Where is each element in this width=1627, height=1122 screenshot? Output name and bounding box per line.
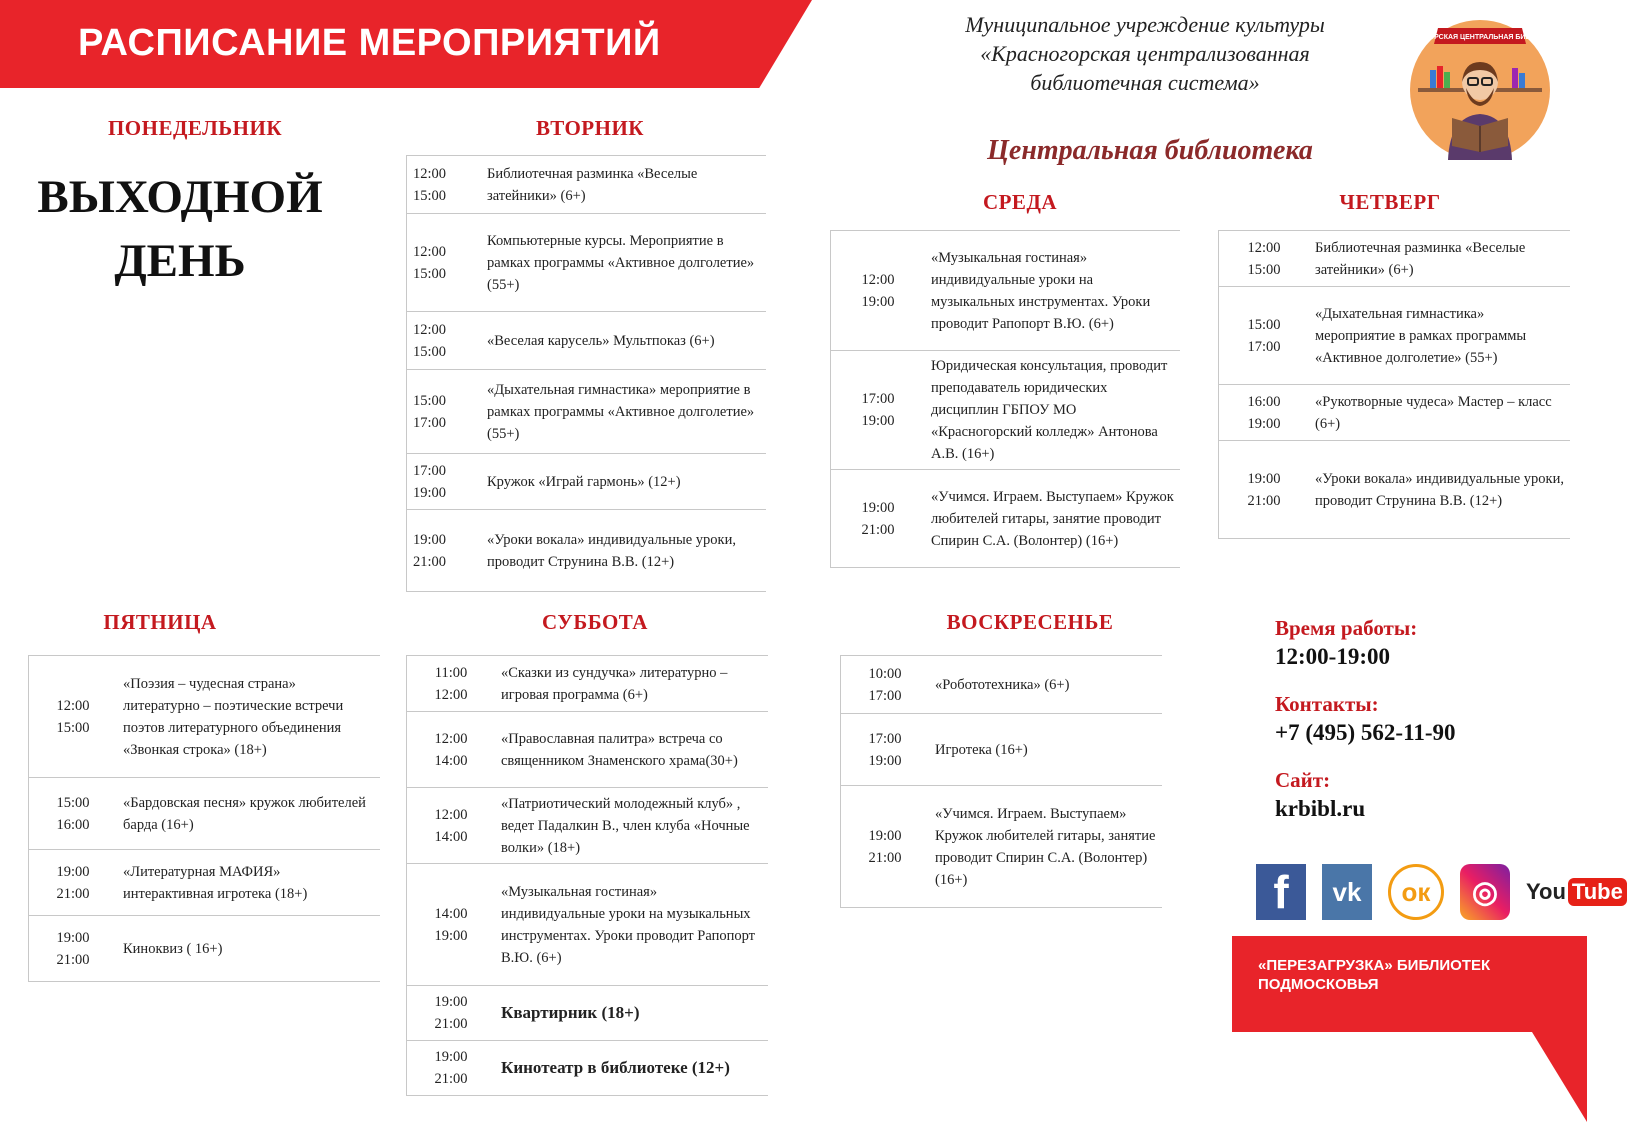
table-row [841, 714, 1163, 786]
time-cell: 19:00 21:00 [1219, 441, 1310, 539]
wednesday-schedule [830, 230, 1180, 568]
table-row [407, 1041, 769, 1096]
event-cell: «Сказки из сундучка» литературно – игровая программа (6+) [501, 664, 728, 703]
table-row [1219, 287, 1571, 385]
event-cell: «Патриотический молодежный клуб» , ведет Падалкин В., член клуба «Ночные волки» (18+) [501, 795, 750, 856]
time-cell: 12:00 15:00 [407, 214, 482, 312]
thursday-heading: ЧЕТВЕРГ [1339, 190, 1441, 214]
tuesday-schedule [406, 155, 766, 592]
time-cell: 15:00 16:00 [29, 778, 118, 850]
time-cell: 12:00 19:00 [831, 231, 926, 351]
hours-label: Время работы: [1275, 616, 1418, 640]
event-cell: «Поэзия – чудесная страна» литературно – поэтические встречи поэтов литературного объединения «Звонкая строка» (18+) [123, 675, 344, 758]
wednesday-heading: СРЕДА [982, 190, 1058, 214]
branch-name: Центральная библиотека [987, 135, 1313, 166]
odnoklassniki-icon[interactable]: ок [1388, 864, 1444, 920]
phone-value: +7 (495) 562-11-90 [1275, 720, 1456, 745]
event-cell: «Веселая карусель» Мультпоказ (6+) [487, 332, 715, 349]
table-row [831, 470, 1181, 568]
event-cell: «Музыкальная гостиная» индивидуальные уроки на музыкальных инструментах. Уроки проводит Рапопорт В.Ю. (6+) [931, 249, 1151, 332]
table-row [831, 351, 1181, 470]
table-row [29, 850, 381, 916]
table-row [831, 231, 1181, 351]
saturday-schedule [406, 655, 768, 1096]
time-cell: 12:00 15:00 [407, 312, 482, 370]
sunday-schedule [840, 655, 1162, 908]
time-cell: 19:00 21:00 [407, 1041, 496, 1096]
friday-heading: ПЯТНИЦА [103, 610, 217, 634]
event-cell: Компьютерные курсы. Мероприятие в рамках программы «Активное долголетие» (55+) [487, 232, 755, 293]
promo-ribbon [1532, 1032, 1587, 1122]
time-cell: 12:00 15:00 [29, 656, 118, 778]
table-row [407, 656, 769, 712]
event-cell: Киноквиз ( 16+) [123, 940, 223, 957]
event-cell: Игротека (16+) [935, 741, 1028, 758]
table-row [407, 864, 769, 986]
event-cell: «Православная палитра» встреча со священником Знаменского храма(30+) [501, 730, 738, 769]
time-cell: 12:00 14:00 [407, 788, 496, 864]
time-cell: 19:00 21:00 [29, 916, 118, 982]
event-cell: «Рукотворные чудеса» Мастер – класс (6+) [1315, 393, 1552, 432]
event-cell: «Уроки вокала» индивидуальные уроки, проводит Струнина В.В. (12+) [1315, 470, 1564, 509]
table-row [407, 986, 769, 1041]
time-cell: 19:00 21:00 [29, 850, 118, 916]
time-cell: 17:00 19:00 [841, 714, 930, 786]
table-row [407, 214, 767, 312]
time-cell: 12:00 14:00 [407, 712, 496, 788]
table-row [407, 788, 769, 864]
time-cell: 11:00 12:00 [407, 656, 496, 712]
table-row [407, 712, 769, 788]
day-off-line: ВЫХОДНОЙ [37, 171, 323, 223]
site-link[interactable]: krbibl.ru [1275, 796, 1366, 821]
monday-heading: ПОНЕДЕЛЬНИК [107, 116, 283, 140]
facebook-icon[interactable]: f [1256, 864, 1306, 920]
table-row [29, 656, 381, 778]
event-cell: «Дыхательная гимнастика» мероприятие в рамках программы «Активное долголетие» (55+) [1315, 305, 1527, 366]
table-row [841, 786, 1163, 908]
table-row [407, 370, 767, 454]
table-row [1219, 385, 1571, 441]
table-row [1219, 441, 1571, 539]
time-cell: 19:00 21:00 [407, 986, 496, 1041]
time-cell: 14:00 19:00 [407, 864, 496, 986]
event-cell: «Бардовская песня» кружок любителей барда (16+) [123, 794, 366, 833]
logo-text: КРАСНОГОРСКАЯ ЦЕНТРАЛЬНАЯ БИБЛИОТЕКА [1396, 34, 1564, 41]
promo-block [1232, 936, 1587, 1122]
event-cell: «Литературная МАФИЯ» интерактивная игротека (18+) [123, 863, 308, 902]
event-cell: «Учимся. Играем. Выступаем» Кружок любителей гитары, занятие проводит Спирин С.А. (Волонтер) (16+) [935, 805, 1156, 888]
day-off-text [30, 165, 330, 293]
site-label: Сайт: [1275, 768, 1331, 792]
instagram-icon[interactable]: ◎ [1460, 864, 1510, 920]
vk-icon[interactable]: vk [1322, 864, 1372, 920]
contacts-label: Контакты: [1275, 692, 1379, 716]
page-title: РАСПИСАНИЕ МЕРОПРИЯТИЙ [78, 22, 661, 64]
table-row [407, 156, 767, 214]
time-cell: 19:00 21:00 [841, 786, 930, 908]
event-cell: Кинотеатр в библиотеке (12+) [501, 1058, 730, 1077]
table-row [407, 312, 767, 370]
table-row [407, 510, 767, 592]
time-cell: 16:00 19:00 [1219, 385, 1310, 441]
saturday-heading: СУББОТА [542, 610, 648, 634]
friday-schedule [28, 655, 380, 982]
event-cell: Юридическая консультация, проводит преподаватель юридических дисциплин ГБПОУ МО «Красногорский колледж» Антонова А.В. (16+) [931, 358, 1168, 462]
table-row [407, 454, 767, 510]
table-row [1219, 231, 1571, 287]
time-cell: 12:00 15:00 [407, 156, 482, 214]
time-cell: 15:00 17:00 [407, 370, 482, 454]
event-cell: Кружок «Играй гармонь» (12+) [487, 473, 681, 490]
org-line: Муниципальное учреждение культуры [965, 12, 1325, 37]
time-cell: 19:00 21:00 [407, 510, 482, 592]
time-cell: 15:00 17:00 [1219, 287, 1310, 385]
table-row [29, 778, 381, 850]
tuesday-heading: ВТОРНИК [535, 116, 645, 140]
table-row [841, 656, 1163, 714]
thursday-schedule [1218, 230, 1570, 539]
event-cell: Квартирник (18+) [501, 1003, 640, 1022]
event-cell: Библиотечная разминка «Веселые затейники» (6+) [1315, 239, 1526, 278]
event-cell: «Дыхательная гимнастика» мероприятие в рамках программы «Активное долголетие» (55+) [487, 381, 755, 442]
day-off-line: ДЕНЬ [114, 235, 246, 287]
time-cell: 17:00 19:00 [831, 351, 926, 470]
youtube-icon[interactable]: You Tube [1526, 864, 1627, 920]
library-logo [1396, 18, 1564, 162]
time-cell: 12:00 15:00 [1219, 231, 1310, 287]
hours-value: 12:00-19:00 [1275, 644, 1390, 669]
social-links [1256, 864, 1627, 920]
org-line: библиотечная система» [1030, 70, 1260, 95]
promo-text: «ПЕРЕЗАГРУЗКА» БИБЛИОТЕК ПОДМОСКОВЬЯ [1258, 957, 1491, 993]
time-cell: 17:00 19:00 [407, 454, 482, 510]
event-cell: «Музыкальная гостиная» индивидуальные уроки на музыкальных инструментах. Уроки проводит Рапопорт В.Ю. (6+) [501, 883, 755, 966]
sunday-heading: ВОСКРЕСЕНЬЕ [946, 610, 1114, 634]
event-cell: Библиотечная разминка «Веселые затейники» (6+) [487, 165, 698, 204]
organization-name [905, 10, 1385, 97]
event-cell: «Робототехника» (6+) [935, 676, 1070, 693]
event-cell: «Учимся. Играем. Выступаем» Кружок любителей гитары, занятие проводит Спирин С.А. (Волонтер) (16+) [931, 488, 1174, 549]
time-cell: 10:00 17:00 [841, 656, 930, 714]
org-line: «Красногорская централизованная [980, 41, 1310, 66]
time-cell: 19:00 21:00 [831, 470, 926, 568]
event-cell: «Уроки вокала» индивидуальные уроки, проводит Струнина В.В. (12+) [487, 531, 736, 570]
table-row [29, 916, 381, 982]
